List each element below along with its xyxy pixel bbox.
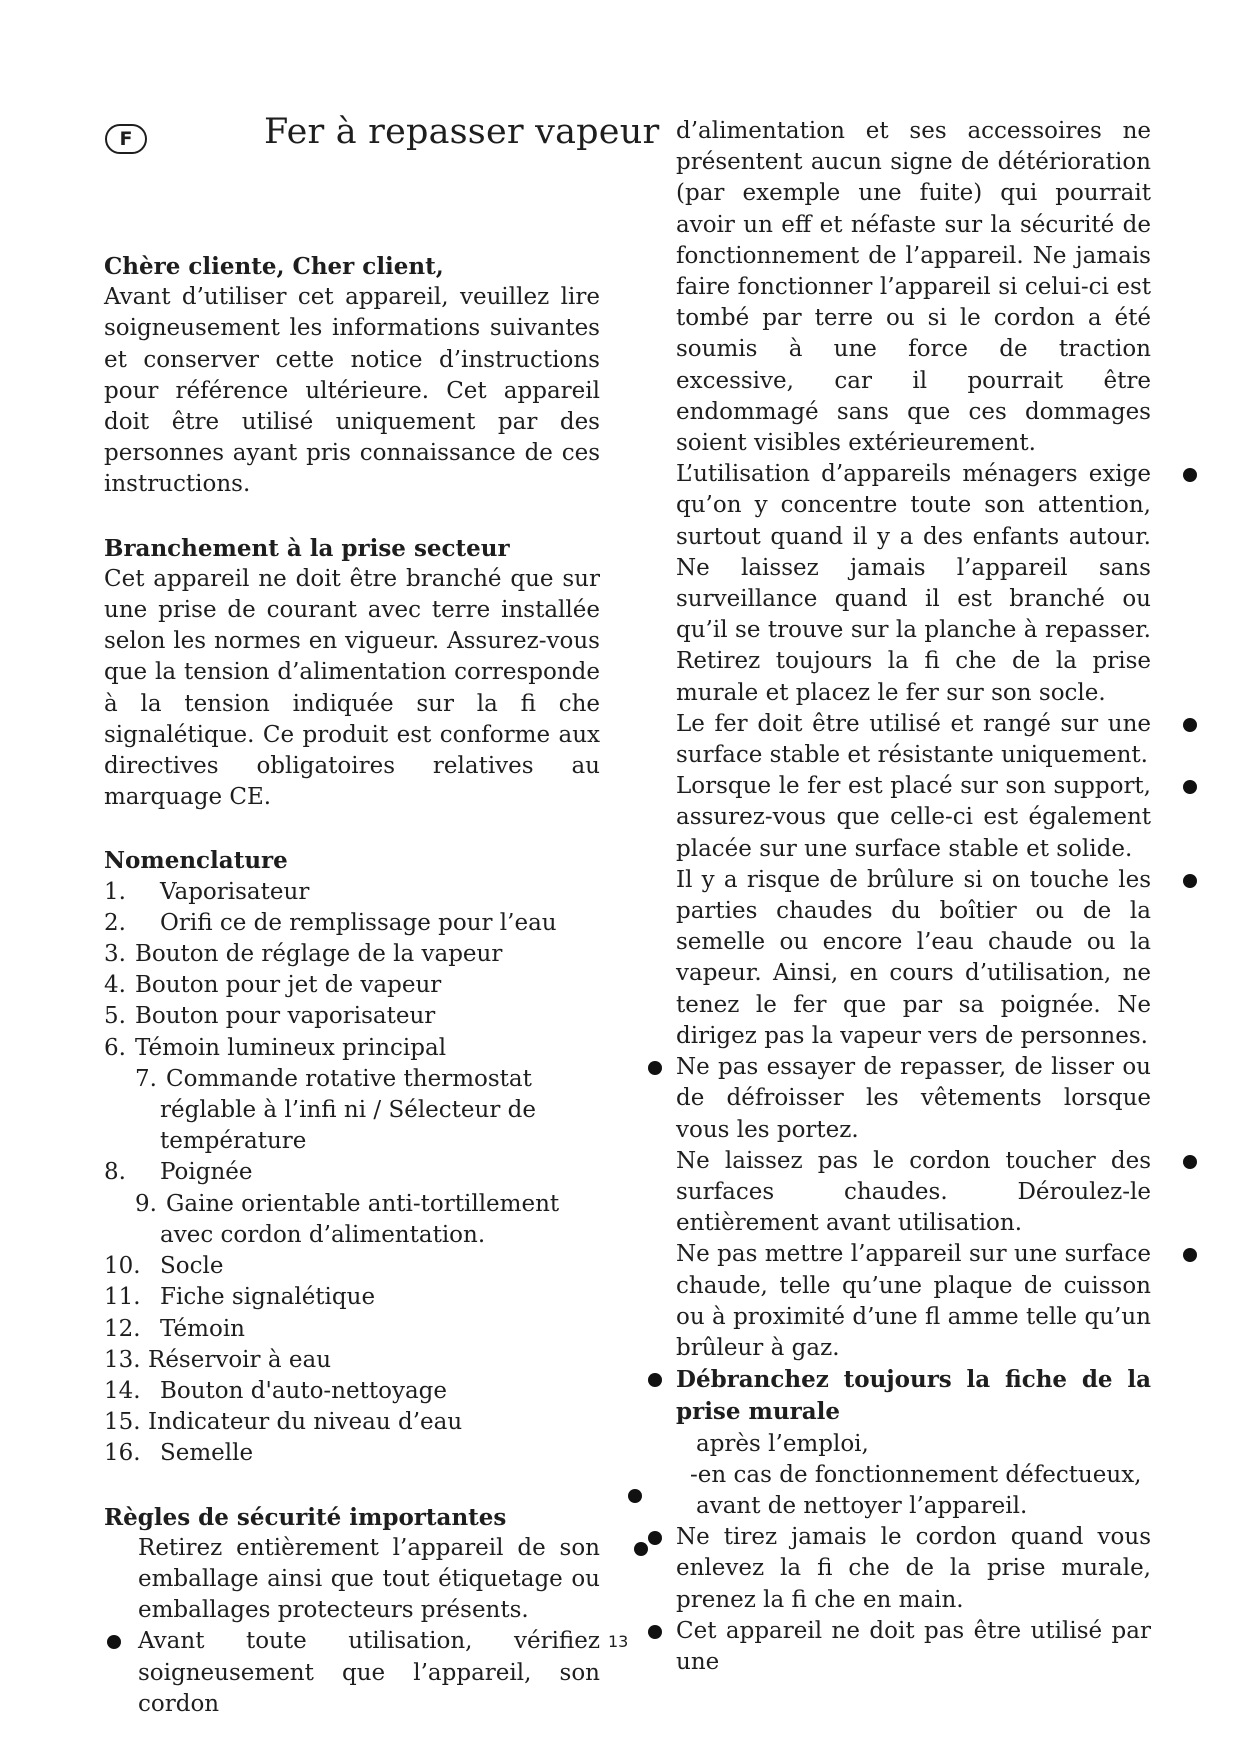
- list-item: avant de nettoyer l’appareil.: [696, 1491, 1151, 1522]
- list-item: Débranchez toujours la fiche de la prise murale après l’emploi, -en cas de fonctionnement défectueux, avant de nettoyer l’appareil.: [676, 1364, 1151, 1522]
- list-item: 8. Poignée: [104, 1159, 253, 1186]
- list-item: 6. Témoin lumineux principal: [104, 1034, 447, 1061]
- list-item: Le fer doit être utilisé et rangé sur une surface stable et résistante uniquement.: [676, 709, 1151, 771]
- right-column: [676, 116, 1151, 1678]
- list-item: 3. Bouton de réglage de la vapeur: [104, 941, 503, 968]
- list-item: Ne pas mettre l’appareil sur une surface chaude, telle qu’une plaque de cuisson ou à proximité d’une fl amme telle qu’un brûleur à gaz.: [676, 1239, 1151, 1364]
- bullet-icon: [648, 1061, 662, 1075]
- list-item: Ne laissez pas le cordon toucher des surfaces chaudes. Déroulez-le entièrement avant utilisation.: [676, 1146, 1151, 1240]
- bullet-icon: [648, 1625, 662, 1639]
- bullet-icon: [107, 1635, 121, 1649]
- list-item: Avant toute utilisation, vérifiez soigneusement que l’appareil, son cordon: [104, 1626, 600, 1720]
- bullet-icon: [648, 1373, 662, 1387]
- list-item: Lorsque le fer est placé sur son support, assurez-vous que celle-ci est également placée sur une surface stable et solide.: [676, 771, 1151, 865]
- list-item: Retirez entièrement l’appareil de son emballage ainsi que tout étiquetage ou emballages protecteurs présents.: [104, 1533, 600, 1627]
- unplug-sublist: [676, 1429, 1151, 1523]
- page-title: Fer à repasser vapeur: [264, 112, 660, 152]
- nomenclature-heading: Nomenclature: [104, 847, 288, 875]
- bullet-icon: [1183, 718, 1197, 732]
- list-item: Cet appareil ne doit pas être utilisé par une: [676, 1616, 1151, 1678]
- list-item: Ne pas essayer de repasser, de lisser ou de défroisser les vêtements lorsque vous les portez.: [676, 1052, 1151, 1146]
- intro-text: Avant d’utiliser cet appareil, veuillez lire soigneusement les informations suivantes et conserver cette notice d’instructions pour référence ultérieure. Cet appareil doit être utilisé uniquement par des personnes ayant pris connaissance de ces instructions.: [104, 284, 600, 498]
- bullet-icon: [1183, 1155, 1197, 1169]
- list-item: 13. Réservoir à eau: [104, 1346, 332, 1373]
- left-column: [104, 251, 600, 1720]
- mains-text: Cet appareil ne doit être branché que sur une prise de courant avec terre installée selon les normes en vigueur. Assurez-vous que la tension d’alimentation corresponde à la tension indiquée sur la fi che signalétique. Ce produit est conforme aux directives obligatoires relatives au marquage CE.: [104, 565, 600, 811]
- list-item: 16. Semelle: [104, 1440, 254, 1467]
- list-item: -en cas de fonctionnement défectueux,: [690, 1461, 1142, 1488]
- list-item: 14. Bouton d'auto-nettoyage: [104, 1377, 448, 1404]
- intro-heading: Chère cliente, Cher client,: [104, 253, 444, 280]
- list-item: 9. Gaine orientable anti-tortillement avec cordon d’alimentation.: [135, 1190, 560, 1248]
- list-item: 11. Fiche signalétique: [104, 1284, 376, 1311]
- list-item: 4. Bouton pour jet de vapeur: [104, 972, 442, 999]
- bullet-icon: [1183, 468, 1197, 482]
- bullet-icon: [1183, 1248, 1197, 1262]
- list-item: 1. Vaporisateur: [104, 878, 310, 905]
- bullet-icon: [1183, 780, 1197, 794]
- list-item: 15. Indicateur du niveau d’eau: [104, 1409, 463, 1436]
- list-item: après l’emploi,: [696, 1430, 869, 1457]
- safety-list-right: [676, 116, 1151, 1678]
- nomenclature-list: [104, 877, 600, 1470]
- bullet-icon: [628, 1489, 642, 1503]
- list-item: Il y a risque de brûlure si on touche les parties chaudes du boîtier ou de la semelle ou encore l’eau chaude ou la vapeur. Ainsi, en cours d’utilisation, ne tenez le fer que par sa poignée. Ne dirigez pas la vapeur vers de personnes.: [676, 865, 1151, 1052]
- list-item: 5. Bouton pour vaporisateur: [104, 1003, 436, 1030]
- safety-heading: Règles de sécurité importantes: [104, 1503, 507, 1531]
- bullet-icon: [1183, 874, 1197, 888]
- list-item: 12. Témoin: [104, 1315, 245, 1342]
- list-item: L’utilisation d’appareils ménagers exige qu’on y concentre toute son attention, surtout quand il y a des enfants autour. Ne laissez jamais l’appareil sans surveillance quand il est branché ou qu’il se trouve sur la planche à repasser. Retirez toujours la fi che de la prise murale et placez le fer sur son socle.: [676, 459, 1151, 709]
- safety-list-left: [104, 1533, 600, 1720]
- list-item: 2. Orifi ce de remplissage pour l’eau: [104, 909, 557, 936]
- list-item: 10. Socle: [104, 1253, 224, 1280]
- list-item: Ne tirez jamais le cordon quand vous enlevez la fi che de la prise murale, prenez la fi che en main.: [676, 1522, 1151, 1616]
- bullet-icon: [634, 1542, 648, 1556]
- language-badge: F: [105, 124, 147, 154]
- mains-heading: Branchement à la prise secteur: [104, 534, 510, 562]
- bullet-icon: [648, 1531, 662, 1545]
- page-number: 13: [608, 1632, 629, 1651]
- list-item: 7. Commande rotative thermostat réglable à l’infi ni / Sélecteur de température: [135, 1065, 536, 1155]
- list-item: d’alimentation et ses accessoires ne présentent aucun signe de détérioration (par exemple une fuite) qui pourrait avoir un eff et néfaste sur la sécurité de fonctionnement de l’appareil. Ne jamais faire fonctionner l’appareil si celui-ci est tombé par terre ou si le cordon a été soumis à une force de traction excessive, car il pourrait être endommagé sans que ces dommages soient visibles extérieurement.: [676, 118, 1151, 457]
